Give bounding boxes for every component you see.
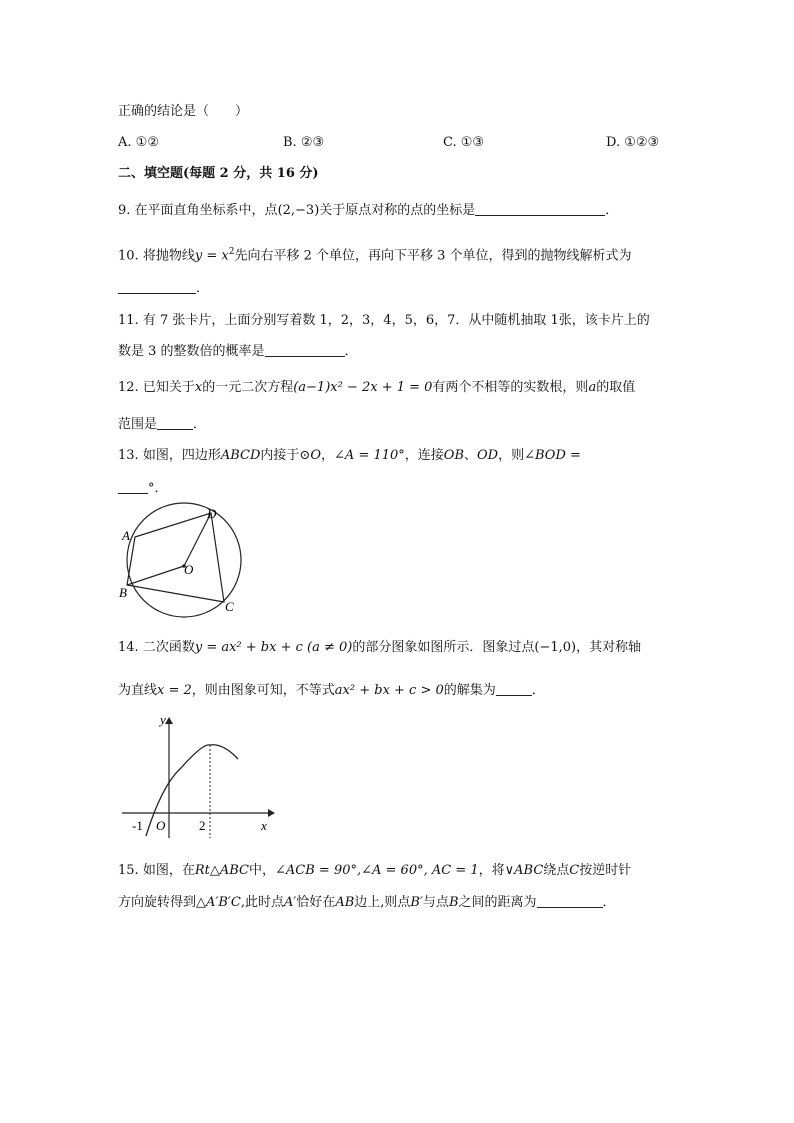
q12-text-mid: 的一元二次方程 [202, 380, 294, 395]
q12-equation: (a−1)x² − 2x + 1 = 0 [293, 380, 433, 395]
q10-text-pre: 将抛物线 [142, 248, 195, 264]
answer-blank[interactable] [265, 342, 345, 357]
question-14 [118, 639, 641, 657]
point-c: C [569, 863, 580, 878]
point-b-prime: B′ [410, 895, 423, 910]
quadrilateral-abcd [127, 513, 224, 602]
q9-point: (2,−3) [277, 203, 320, 218]
period: ． [605, 203, 619, 218]
q13-tail: °． [148, 481, 168, 496]
option-text: ①②③ [624, 135, 660, 150]
segment-ob-line [127, 566, 184, 585]
q8-stem-end: 正确的结论是（ ） [118, 104, 249, 119]
q13-quad: ABCD [220, 448, 261, 463]
option-text: ②③ [300, 135, 325, 150]
q13-text-mid2: ， [320, 448, 334, 463]
label-x: x [261, 818, 267, 833]
q14-parabola-graph [118, 710, 278, 840]
question-12 [118, 379, 635, 397]
var-x: x [194, 380, 203, 395]
period: ． [531, 683, 545, 698]
question-9 [118, 201, 618, 220]
q15-text-line2-post: 之间的距离为 [458, 895, 537, 910]
question-13-line2 [118, 479, 168, 498]
answer-blank[interactable] [118, 279, 196, 294]
q12-text-pre: 已知关于 [142, 380, 195, 395]
q14-text-mid: 的部分图象如图所示．图象过点 [352, 640, 535, 655]
q15-text-line2-mid4: 与点 [422, 895, 449, 910]
q8-option-b [283, 134, 324, 152]
option-letter: A. [118, 135, 132, 150]
question-number: 10. [118, 248, 139, 264]
formula-x: x [221, 248, 229, 264]
q13-text-mid1: 内接于 [260, 448, 300, 463]
q12-text-line2: 范围是 [118, 417, 158, 432]
label-two: 2 [199, 818, 206, 833]
segment-ob: OB [443, 448, 464, 463]
question-number: 14. [118, 640, 139, 655]
label-d: D [207, 506, 217, 521]
label-y: y [160, 712, 166, 727]
q14-point: (−1,0) [534, 640, 577, 655]
formula-y: y [194, 248, 203, 264]
q8-option-d [606, 134, 659, 152]
q14-text-post: ，其对称轴 [576, 640, 642, 655]
point-b: B [448, 895, 459, 910]
q13-circle-figure [110, 500, 250, 625]
question-10-line2 [118, 279, 209, 298]
q12-text-post1: 有两个不相等的实数根，则 [432, 380, 589, 395]
q10-text-post: 先向右平移 2 个单位，再向下平移 3 个单位，得到的抛物线解析式为 [234, 248, 632, 264]
x-axis-arrow [268, 809, 275, 817]
question-number: 13. [118, 448, 139, 463]
answer-blank[interactable] [496, 681, 532, 696]
q11-text-line1: 有 7 张卡片，上面分别写着数 1，2，3，4，5，6，7．从中随机抽取 1张，该卡片上的 [142, 313, 650, 328]
answer-blank[interactable] [475, 201, 605, 216]
formula-exponent: 2 [228, 247, 235, 257]
option-letter: B. [283, 135, 297, 150]
q14-inequality: ax² + bx + c > 0 [334, 683, 444, 698]
question-number: 11. [118, 313, 139, 328]
q13-text-pre: 如图，四边形 [142, 448, 221, 463]
q15-conditions: ∠ACB = 90°,∠A = 60°, AC = 1 [275, 863, 479, 878]
period: ． [196, 281, 210, 296]
q15-text-line2-pre: 方向旋转得到 [118, 895, 197, 910]
q15-abc: ABC [514, 863, 544, 878]
segment-od: OD [477, 448, 499, 463]
q15-text-pre: 如图，在 [142, 863, 195, 878]
period: ． [344, 344, 358, 359]
q12-text-post2: 的取值 [596, 380, 636, 395]
question-11 [118, 312, 650, 330]
question-15-line2 [118, 893, 616, 912]
var-a: a [588, 380, 597, 395]
option-text: ①② [135, 135, 159, 150]
period: ． [193, 417, 207, 432]
q14-axis: x = 2 [157, 683, 192, 698]
label-a: A [122, 528, 130, 543]
q9-text-post: 关于原点对称的点的坐标是 [319, 203, 476, 218]
q13-circle: ⊙O [299, 448, 321, 463]
point-a-prime: A′ [283, 895, 297, 910]
answer-blank[interactable] [157, 415, 193, 430]
label-origin: O [156, 818, 166, 833]
q14-text-line2-pre: 为直线 [118, 683, 158, 698]
q14-text-line2-post: 的解集为 [443, 683, 496, 698]
q13-ask: ∠BOD = [524, 448, 581, 463]
label-neg1: -1 [132, 818, 143, 833]
separator: 、 [464, 448, 478, 463]
period: ． [602, 895, 616, 910]
question-13 [118, 447, 581, 465]
q15-triangle2: △A′B′C [196, 895, 241, 910]
question-15 [118, 862, 631, 880]
q13-text-mid3: ，连接 [404, 448, 444, 463]
q11-text-line2: 数是 3 的整数倍的概率是 [118, 344, 265, 359]
y-axis-arrow [165, 717, 173, 724]
q13-angle: ∠A = 110° [334, 448, 405, 463]
answer-blank[interactable] [118, 479, 148, 494]
question-12-line2 [118, 415, 206, 434]
question-number: 12. [118, 380, 139, 395]
segment-ab: AB [335, 895, 355, 910]
label-o: O [184, 562, 194, 577]
option-letter: D. [606, 135, 621, 150]
label-b: B [119, 585, 127, 600]
q13-text-mid4: ，则 [498, 448, 525, 463]
q15-text-mid1: 中， [248, 863, 275, 878]
q14-function: y = ax² + bx + c (a ≠ 0) [194, 640, 353, 655]
question-10 [118, 243, 632, 265]
q15-text-mid3: 绕点 [543, 863, 570, 878]
q14-text-pre: 二次函数 [142, 640, 195, 655]
q15-text-mid2: ，将∨ [478, 863, 515, 878]
q15-text-line2-mid3: 边上,则点 [354, 895, 411, 910]
question-11-line2 [118, 342, 358, 361]
q14-text-line2-mid: ，则由图象可知，不等式 [191, 683, 335, 698]
label-c: C [225, 599, 234, 614]
section-title: 二、填空题(每题 2 分，共 16 分) [118, 166, 319, 181]
q15-text-line2-mid1: ,此时点 [240, 895, 284, 910]
q8-option-c [443, 134, 484, 152]
q15-text-line2-mid2: 恰好在 [296, 895, 336, 910]
formula-eq: = [202, 248, 222, 264]
option-text: ①③ [460, 135, 485, 150]
question-number: 9. [118, 203, 131, 218]
question-number: 15. [118, 863, 139, 878]
question-14-line2 [118, 681, 545, 700]
q15-text-line1-end: 按逆时针 [579, 863, 632, 878]
option-letter: C. [443, 135, 457, 150]
q8-option-a [118, 134, 159, 152]
answer-blank[interactable] [537, 893, 603, 908]
q9-text-pre: 在平面直角坐标系中，点 [134, 203, 278, 218]
q15-triangle: Rt△ABC [194, 863, 249, 878]
